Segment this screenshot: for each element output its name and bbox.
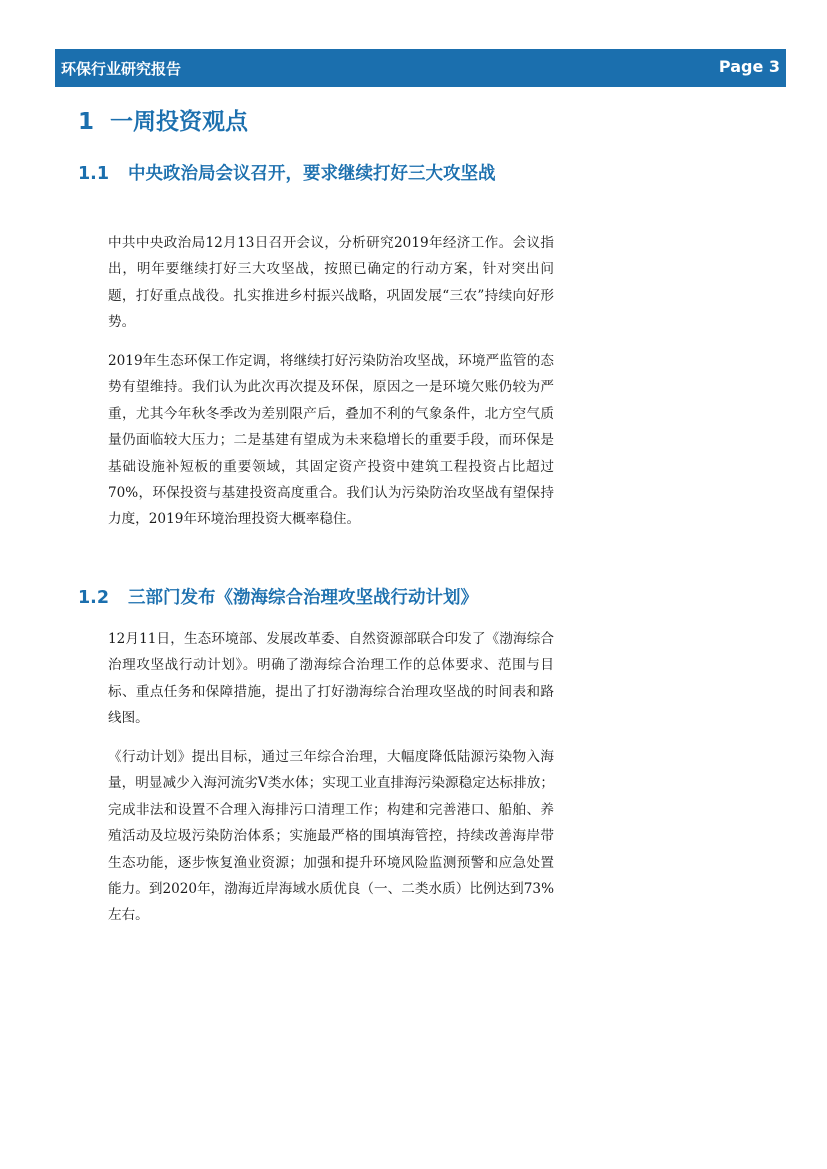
paragraph: 2019年生态环保工作定调，将继续打好污染防治攻坚战，环境严监管的态势有望维持。我们认为此次再次提及环保，原因之一是环境欠账仍较为严重，尤其今年秋冬季改为差别限产后，叠加不利的气象条件，北方空气质量仍面临较大压力；二是基建有望成为未来稳增长的重要手段，而环保是基础设施补短板的重要领域，其固定资产投资中建筑工程投资占比超过70%，环保投资与基建投资高度重合。我们认为污染防治攻坚战有望保持力度，2019年环境治理投资大概率稳住。: [108, 353, 554, 528]
subsection-title: 中央政治局会议召开，要求继续打好三大攻坚战: [128, 164, 496, 184]
section-title: 一周投资观点: [110, 109, 248, 135]
page-number: Page 3: [718, 57, 780, 76]
paragraph: 12月11日，生态环境部、发展改革委、自然资源部联合印发了《渤海综合治理攻坚战行动计划》。明确了渤海综合治理工作的总体要求、范围与目标、重点任务和保障措施，提出了打好渤海综合治理攻坚战的时间表和路线图。: [108, 631, 554, 727]
subsection-number: 1.1: [78, 164, 110, 184]
paragraph: 《行动计划》提出目标，通过三年综合治理，大幅度降低陆源污染物入海量，明显减少入海河流劣V类水体；实现工业直排海污染源稳定达标排放；完成非法和设置不合理入海排污口清理工作；构建和完善港口、船舶、养殖活动及垃圾污染防治体系；实施最严格的围填海管控，持续改善海岸带生态功能，逐步恢复渔业资源；加强和提升环境风险监测预警和应急处置能力。到2020年，渤海近岸海域水质优良（一、二类水质）比例达到73%左右。: [108, 749, 554, 924]
subsection-title: 三部门发布《渤海综合治理攻坚战行动计划》: [128, 588, 478, 608]
report-title: 环保行业研究报告: [61, 60, 182, 78]
header-bar: [55, 49, 786, 87]
paragraph: 中共中央政治局12月13日召开会议，分析研究2019年经济工作。会议指出，明年要继续打好三大攻坚战，按照已确定的行动方案，针对突出问题，打好重点战役。扎实推进乡村振兴战略，巩固发展“三农”持续向好形势。: [108, 235, 554, 331]
section-number: 1: [78, 109, 95, 135]
section-heading-1: [78, 103, 248, 136]
subsection-heading-1-2: [78, 584, 628, 612]
subsection-heading-1-1: [78, 160, 548, 188]
subsection-number: 1.2: [78, 588, 110, 608]
